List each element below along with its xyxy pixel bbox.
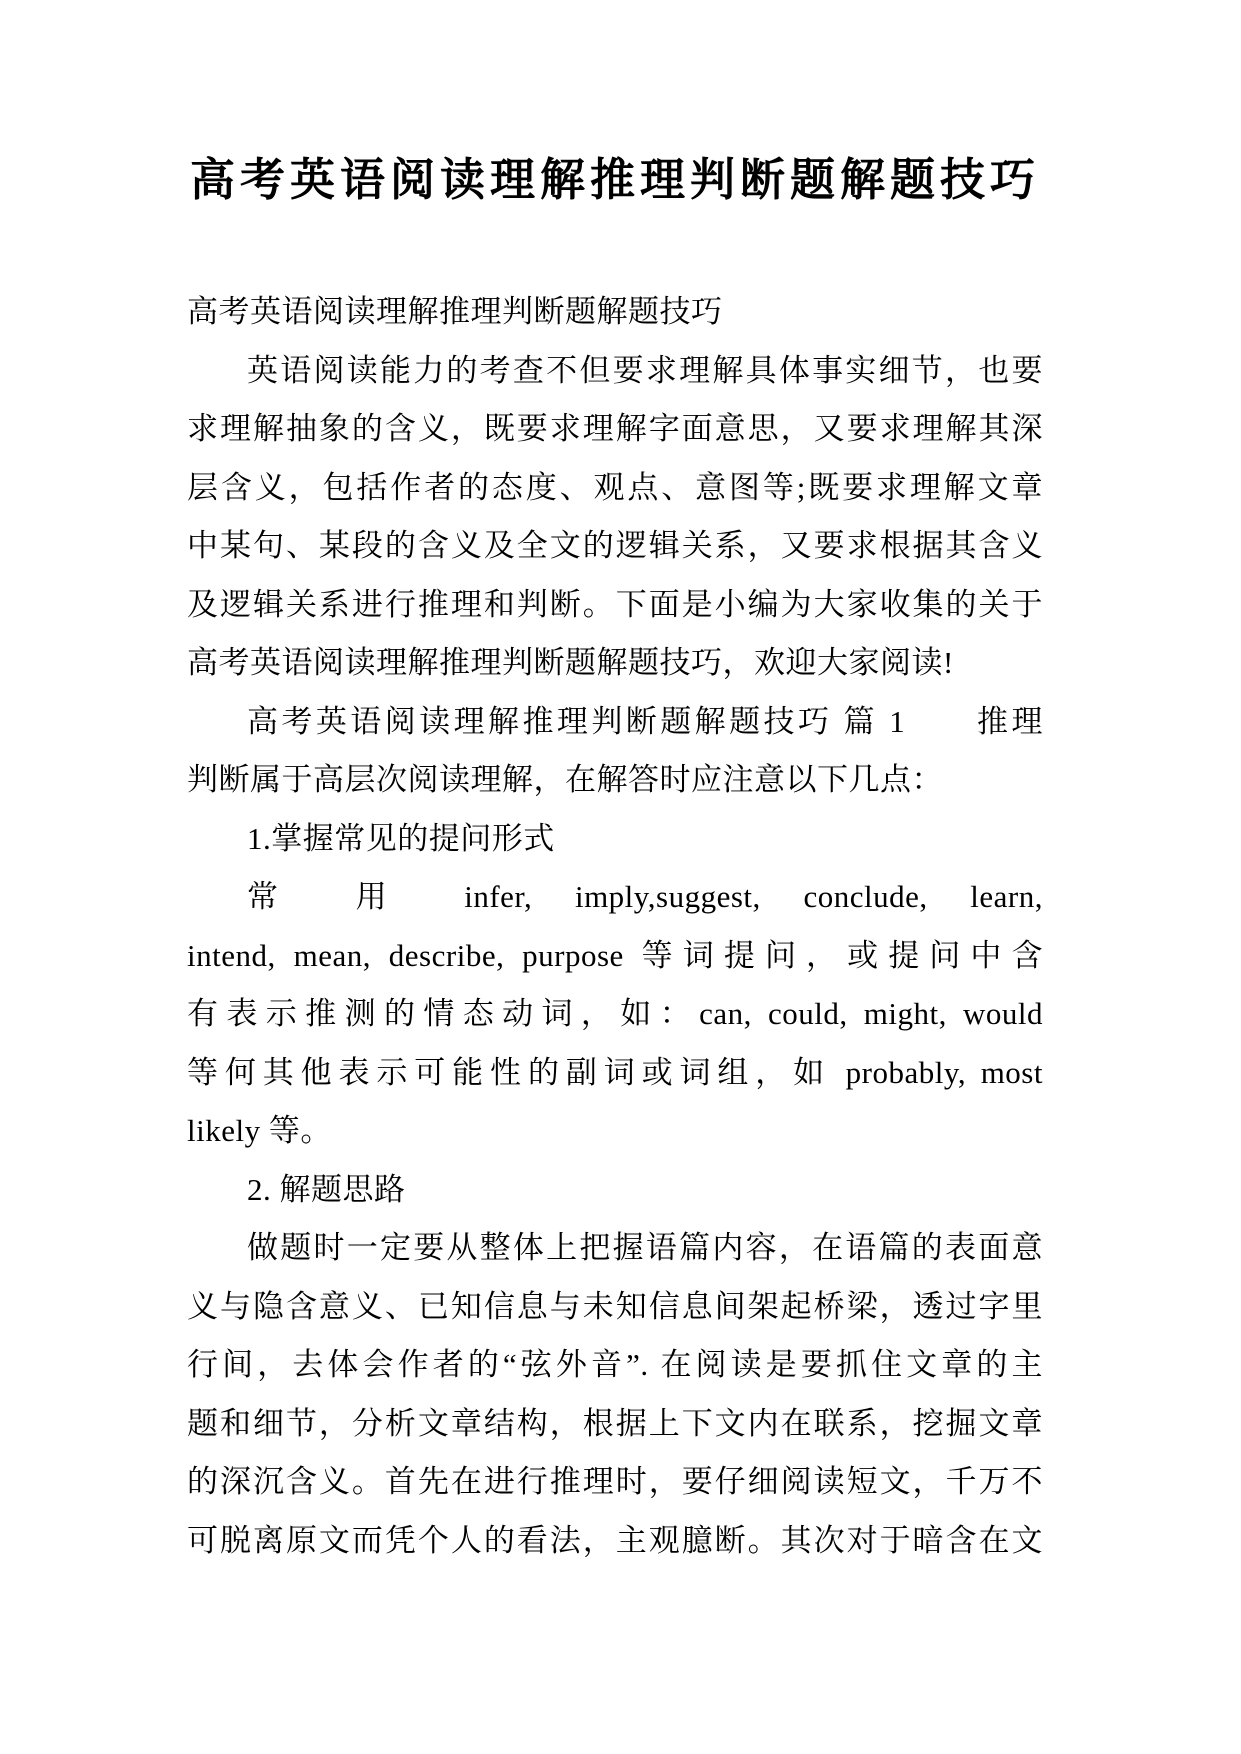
document-body xyxy=(187,283,1043,1570)
body-line: 等何其他表示可能性的副词或词组，如 probably, most xyxy=(187,1054,1043,1090)
body-line: 有表示推测的情态动词，如：can, could, might, would xyxy=(187,996,1043,1031)
body-line: 判断属于高层次阅读理解，在解答时应注意以下几点： xyxy=(187,762,943,797)
body-line: 题和细节，分析文章结构，根据上下文内在联系，挖掘文章 xyxy=(187,1405,1043,1441)
body-line: 层含义，包括作者的态度、观点、意图等;既要求理解文章 xyxy=(187,469,1043,505)
document-title: 高考英语阅读理解推理判断题解题技巧 xyxy=(189,155,1040,205)
body-line: 的深沉含义。首先在进行推理时，要仔细阅读短文，千万不 xyxy=(187,1464,1043,1499)
body-line: 高考英语阅读理解推理判断题解题技巧 xyxy=(187,294,723,329)
body-line: 英语阅读能力的考查不但要求理解具体事实细节，也要 xyxy=(247,352,1043,388)
body-line: likely 等。 xyxy=(187,1113,332,1148)
body-line: 行间，去体会作者的“弦外音”. 在阅读是要抓住文章的主 xyxy=(187,1347,1043,1382)
body-line: intend, mean, describe, purpose 等词提问，或提问中含 xyxy=(187,937,1043,973)
body-line: 高考英语阅读理解推理判断题解题技巧 篇 1 推理 xyxy=(247,703,1043,739)
body-line: 2. 解题思路 xyxy=(247,1171,406,1207)
body-line: 中某句、某段的含义及全文的逻辑关系，又要求根据其含义 xyxy=(187,528,1043,563)
body-line: 及逻辑关系进行推理和判断。下面是小编为大家收集的关于 xyxy=(187,586,1043,622)
body-line: 1.掌握常见的提问形式 xyxy=(247,820,555,856)
body-line: 义与隐含意义、已知信息与未知信息间架起桥梁，透过字里 xyxy=(187,1288,1043,1324)
body-line: 求理解抽象的含义，既要求理解字面意思，又要求理解其深 xyxy=(187,411,1043,446)
body-line: 高考英语阅读理解推理判断题解题技巧，欢迎大家阅读! xyxy=(187,645,954,680)
body-line: 可脱离原文而凭个人的看法，主观臆断。其次对于暗含在文 xyxy=(187,1522,1043,1558)
body-line: 常 用 infer, imply,suggest, conclude, learn, xyxy=(247,879,1043,914)
body-line: 做题时一定要从整体上把握语篇内容，在语篇的表面意 xyxy=(247,1230,1043,1265)
